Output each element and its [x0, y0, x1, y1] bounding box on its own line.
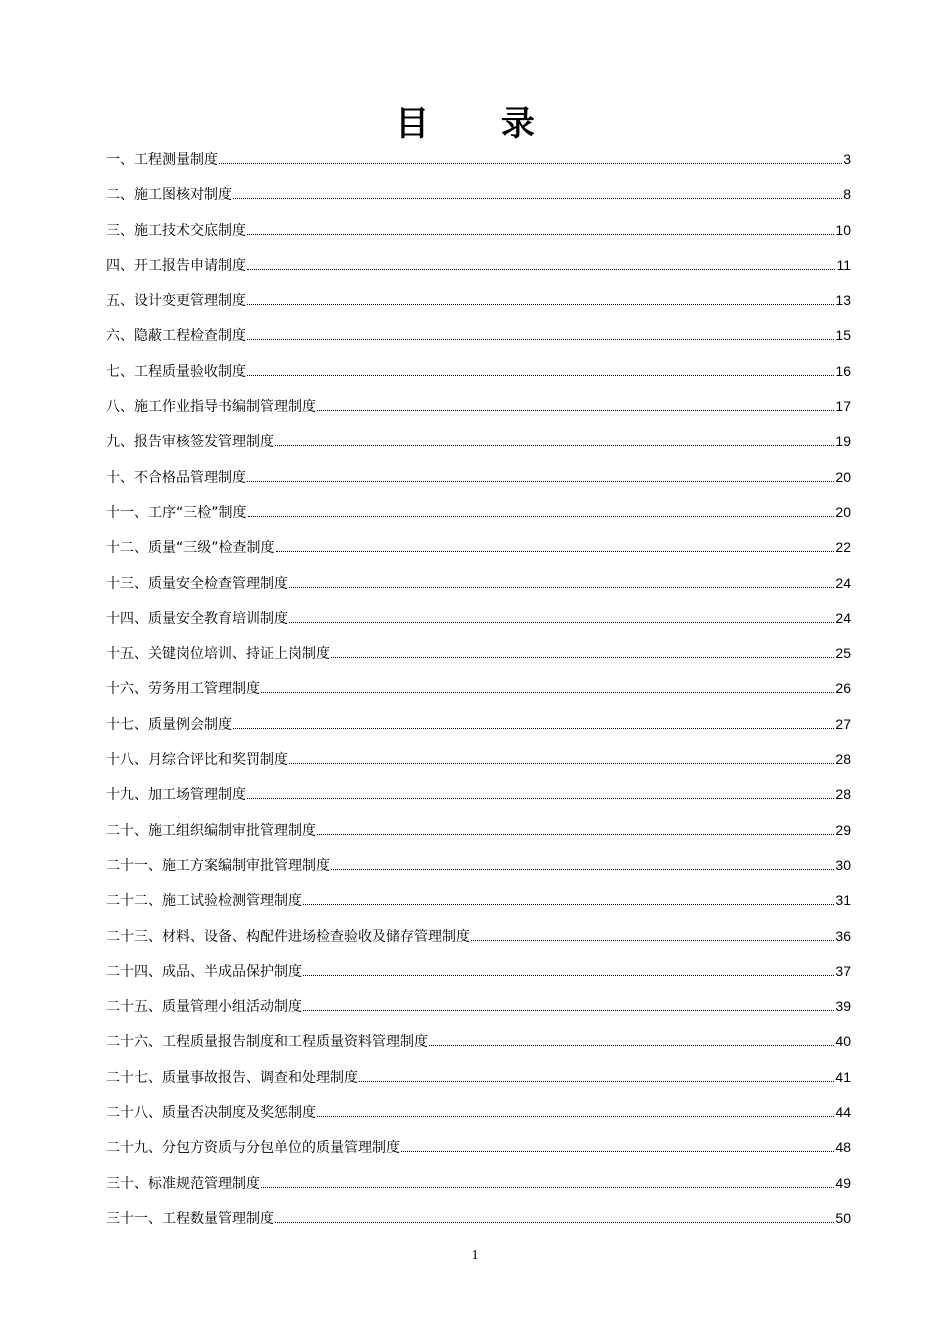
- toc-entry[interactable]: [106, 465, 851, 500]
- toc-entry-page: 48: [835, 1139, 851, 1156]
- toc-entry-page: 22: [835, 539, 851, 556]
- toc-dot-leader: [247, 375, 834, 376]
- toc-entry-page: 15: [835, 327, 851, 344]
- toc-entry-page: 25: [835, 645, 851, 662]
- toc-entry-page: 50: [835, 1209, 851, 1226]
- toc-entry-page: 29: [835, 821, 851, 838]
- toc-dot-leader: [247, 234, 834, 235]
- toc-dot-leader: [261, 692, 834, 693]
- toc-dot-leader: [359, 1081, 834, 1082]
- toc-entry[interactable]: [106, 818, 851, 853]
- toc-entry[interactable]: [106, 641, 851, 676]
- toc-entry-page: 10: [835, 221, 851, 238]
- toc-entry-page: 8: [843, 186, 851, 203]
- toc-entry-title: 二十四、成品、半成品保护制度: [106, 963, 302, 980]
- toc-entry-title: 十四、质量安全教育培训制度: [106, 610, 288, 627]
- toc-dot-leader: [289, 622, 834, 623]
- toc-entry-page: 30: [835, 856, 851, 873]
- toc-entry-page: 28: [835, 786, 851, 803]
- toc-dot-leader: [471, 940, 834, 941]
- table-of-contents: [106, 147, 851, 1241]
- toc-entry[interactable]: [106, 1065, 851, 1100]
- toc-entry[interactable]: [106, 218, 851, 253]
- toc-entry-page: 40: [835, 1033, 851, 1050]
- toc-entry-page: 11: [836, 256, 851, 273]
- toc-dot-leader: [275, 1222, 834, 1223]
- toc-entry-page: 27: [835, 715, 851, 732]
- toc-entry-title: 二十、施工组织编制审批管理制度: [106, 822, 316, 839]
- toc-entry[interactable]: [106, 147, 851, 182]
- toc-entry-title: 四、开工报告申请制度: [106, 257, 246, 274]
- toc-dot-leader: [247, 339, 834, 340]
- toc-dot-leader: [233, 728, 834, 729]
- toc-dot-leader: [317, 834, 834, 835]
- toc-entry-title: 十三、质量安全检查管理制度: [106, 575, 288, 592]
- toc-dot-leader: [331, 869, 834, 870]
- toc-entry-title: 一、工程测量制度: [106, 152, 218, 168]
- toc-entry-page: 16: [835, 362, 851, 379]
- toc-dot-leader: [233, 198, 842, 199]
- toc-entry-title: 二十九、分包方资质与分包单位的质量管理制度: [106, 1140, 400, 1157]
- toc-entry[interactable]: [106, 888, 851, 923]
- toc-entry-title: 三十一、工程数量管理制度: [106, 1210, 274, 1227]
- toc-dot-leader: [289, 763, 834, 764]
- toc-entry[interactable]: [106, 429, 851, 464]
- toc-entry[interactable]: [106, 1206, 851, 1241]
- toc-entry-title: 二十八、质量否决制度及奖惩制度: [106, 1105, 316, 1122]
- toc-entry[interactable]: [106, 1100, 851, 1135]
- toc-entry[interactable]: [106, 924, 851, 959]
- toc-entry-title: 九、报告审核签发管理制度: [106, 434, 274, 451]
- toc-entry-page: 28: [835, 751, 851, 768]
- toc-entry-title: 十二、质量“三级”检查制度: [106, 540, 275, 557]
- toc-entry[interactable]: [106, 323, 851, 358]
- toc-entry-page: 20: [835, 468, 851, 485]
- toc-dot-leader: [248, 516, 835, 517]
- toc-entry-title: 二十二、施工试验检测管理制度: [106, 893, 302, 910]
- toc-entry[interactable]: [106, 1171, 851, 1206]
- toc-entry-page: 19: [835, 433, 851, 450]
- toc-dot-leader: [429, 1045, 834, 1046]
- toc-dot-leader: [331, 657, 834, 658]
- toc-entry-title: 二十六、工程质量报告制度和工程质量资料管理制度: [106, 1034, 428, 1051]
- toc-entry-title: 三、施工技术交底制度: [106, 222, 246, 239]
- toc-dot-leader: [261, 1187, 834, 1188]
- toc-entry[interactable]: [106, 994, 851, 1029]
- toc-entry-title: 六、隐蔽工程检查制度: [106, 328, 246, 345]
- toc-entry-page: 13: [835, 292, 851, 309]
- toc-entry-page: 20: [835, 503, 851, 520]
- toc-entry-page: 24: [835, 574, 851, 591]
- toc-entry-title: 十六、劳务用工管理制度: [106, 681, 260, 698]
- toc-entry-title: 八、施工作业指导书编制管理制度: [106, 399, 316, 416]
- toc-dot-leader: [247, 269, 835, 270]
- toc-entry[interactable]: [106, 853, 851, 888]
- toc-dot-leader: [289, 587, 834, 588]
- toc-entry-title: 三十、标准规范管理制度: [106, 1175, 260, 1192]
- toc-entry[interactable]: [106, 747, 851, 782]
- toc-entry-title: 十八、月综合评比和奖罚制度: [106, 752, 288, 769]
- toc-entry-title: 十一、工序“三检”制度: [106, 504, 247, 521]
- toc-dot-leader: [275, 445, 834, 446]
- toc-dot-leader: [303, 975, 834, 976]
- toc-entry[interactable]: [106, 359, 851, 394]
- toc-dot-leader: [247, 481, 834, 482]
- toc-entry-title: 二十一、施工方案编制审批管理制度: [106, 857, 330, 874]
- toc-entry[interactable]: [106, 606, 851, 641]
- toc-dot-leader: [317, 1116, 834, 1117]
- toc-entry-page: 39: [835, 998, 851, 1015]
- toc-entry[interactable]: [106, 500, 851, 535]
- toc-entry[interactable]: [106, 959, 851, 994]
- toc-dot-leader: [317, 410, 834, 411]
- toc-entry[interactable]: [106, 712, 851, 747]
- toc-dot-leader: [401, 1151, 834, 1152]
- toc-entry-page: 37: [835, 962, 851, 979]
- toc-entry-title: 二、施工图核对制度: [106, 187, 232, 204]
- toc-entry[interactable]: [106, 535, 851, 570]
- toc-entry-title: 十、不合格品管理制度: [106, 469, 246, 486]
- toc-entry-page: 17: [835, 398, 851, 415]
- toc-entry-title: 十七、质量例会制度: [106, 716, 232, 733]
- toc-entry-title: 十五、关键岗位培训、持证上岗制度: [106, 646, 330, 663]
- toc-dot-leader: [276, 551, 835, 552]
- toc-entry[interactable]: [106, 394, 851, 429]
- toc-entry-title: 五、设计变更管理制度: [106, 293, 246, 310]
- toc-entry-title: 二十三、材料、设备、构配件进场检查验收及储存管理制度: [106, 928, 470, 945]
- toc-entry[interactable]: [106, 182, 851, 217]
- toc-entry-page: 26: [835, 680, 851, 697]
- toc-entry[interactable]: [106, 676, 851, 711]
- toc-dot-leader: [303, 1010, 834, 1011]
- toc-entry-page: 31: [835, 892, 851, 909]
- toc-entry[interactable]: [106, 253, 851, 288]
- toc-entry-title: 七、工程质量验收制度: [106, 363, 246, 380]
- toc-entry-page: 36: [835, 927, 851, 944]
- toc-entry-page: 49: [835, 1174, 851, 1191]
- page-number: 1: [471, 1248, 479, 1263]
- toc-entry-title: 二十七、质量事故报告、调查和处理制度: [106, 1069, 358, 1086]
- toc-entry-title: 二十五、质量管理小组活动制度: [106, 999, 302, 1016]
- toc-dot-leader: [219, 163, 842, 164]
- toc-entry[interactable]: [106, 782, 851, 817]
- toc-entry[interactable]: [106, 288, 851, 323]
- toc-entry-page: 44: [835, 1104, 851, 1121]
- toc-dot-leader: [303, 904, 834, 905]
- toc-dot-leader: [247, 304, 834, 305]
- toc-dot-leader: [247, 798, 834, 799]
- toc-entry[interactable]: [106, 571, 851, 606]
- toc-entry[interactable]: [106, 1029, 851, 1064]
- toc-entry-page: 41: [835, 1068, 851, 1085]
- toc-entry[interactable]: [106, 1135, 851, 1170]
- toc-entry-page: 3: [843, 151, 851, 167]
- page-title: 目 录: [395, 104, 565, 144]
- toc-entry-page: 24: [835, 609, 851, 626]
- toc-entry-title: 十九、加工场管理制度: [106, 787, 246, 804]
